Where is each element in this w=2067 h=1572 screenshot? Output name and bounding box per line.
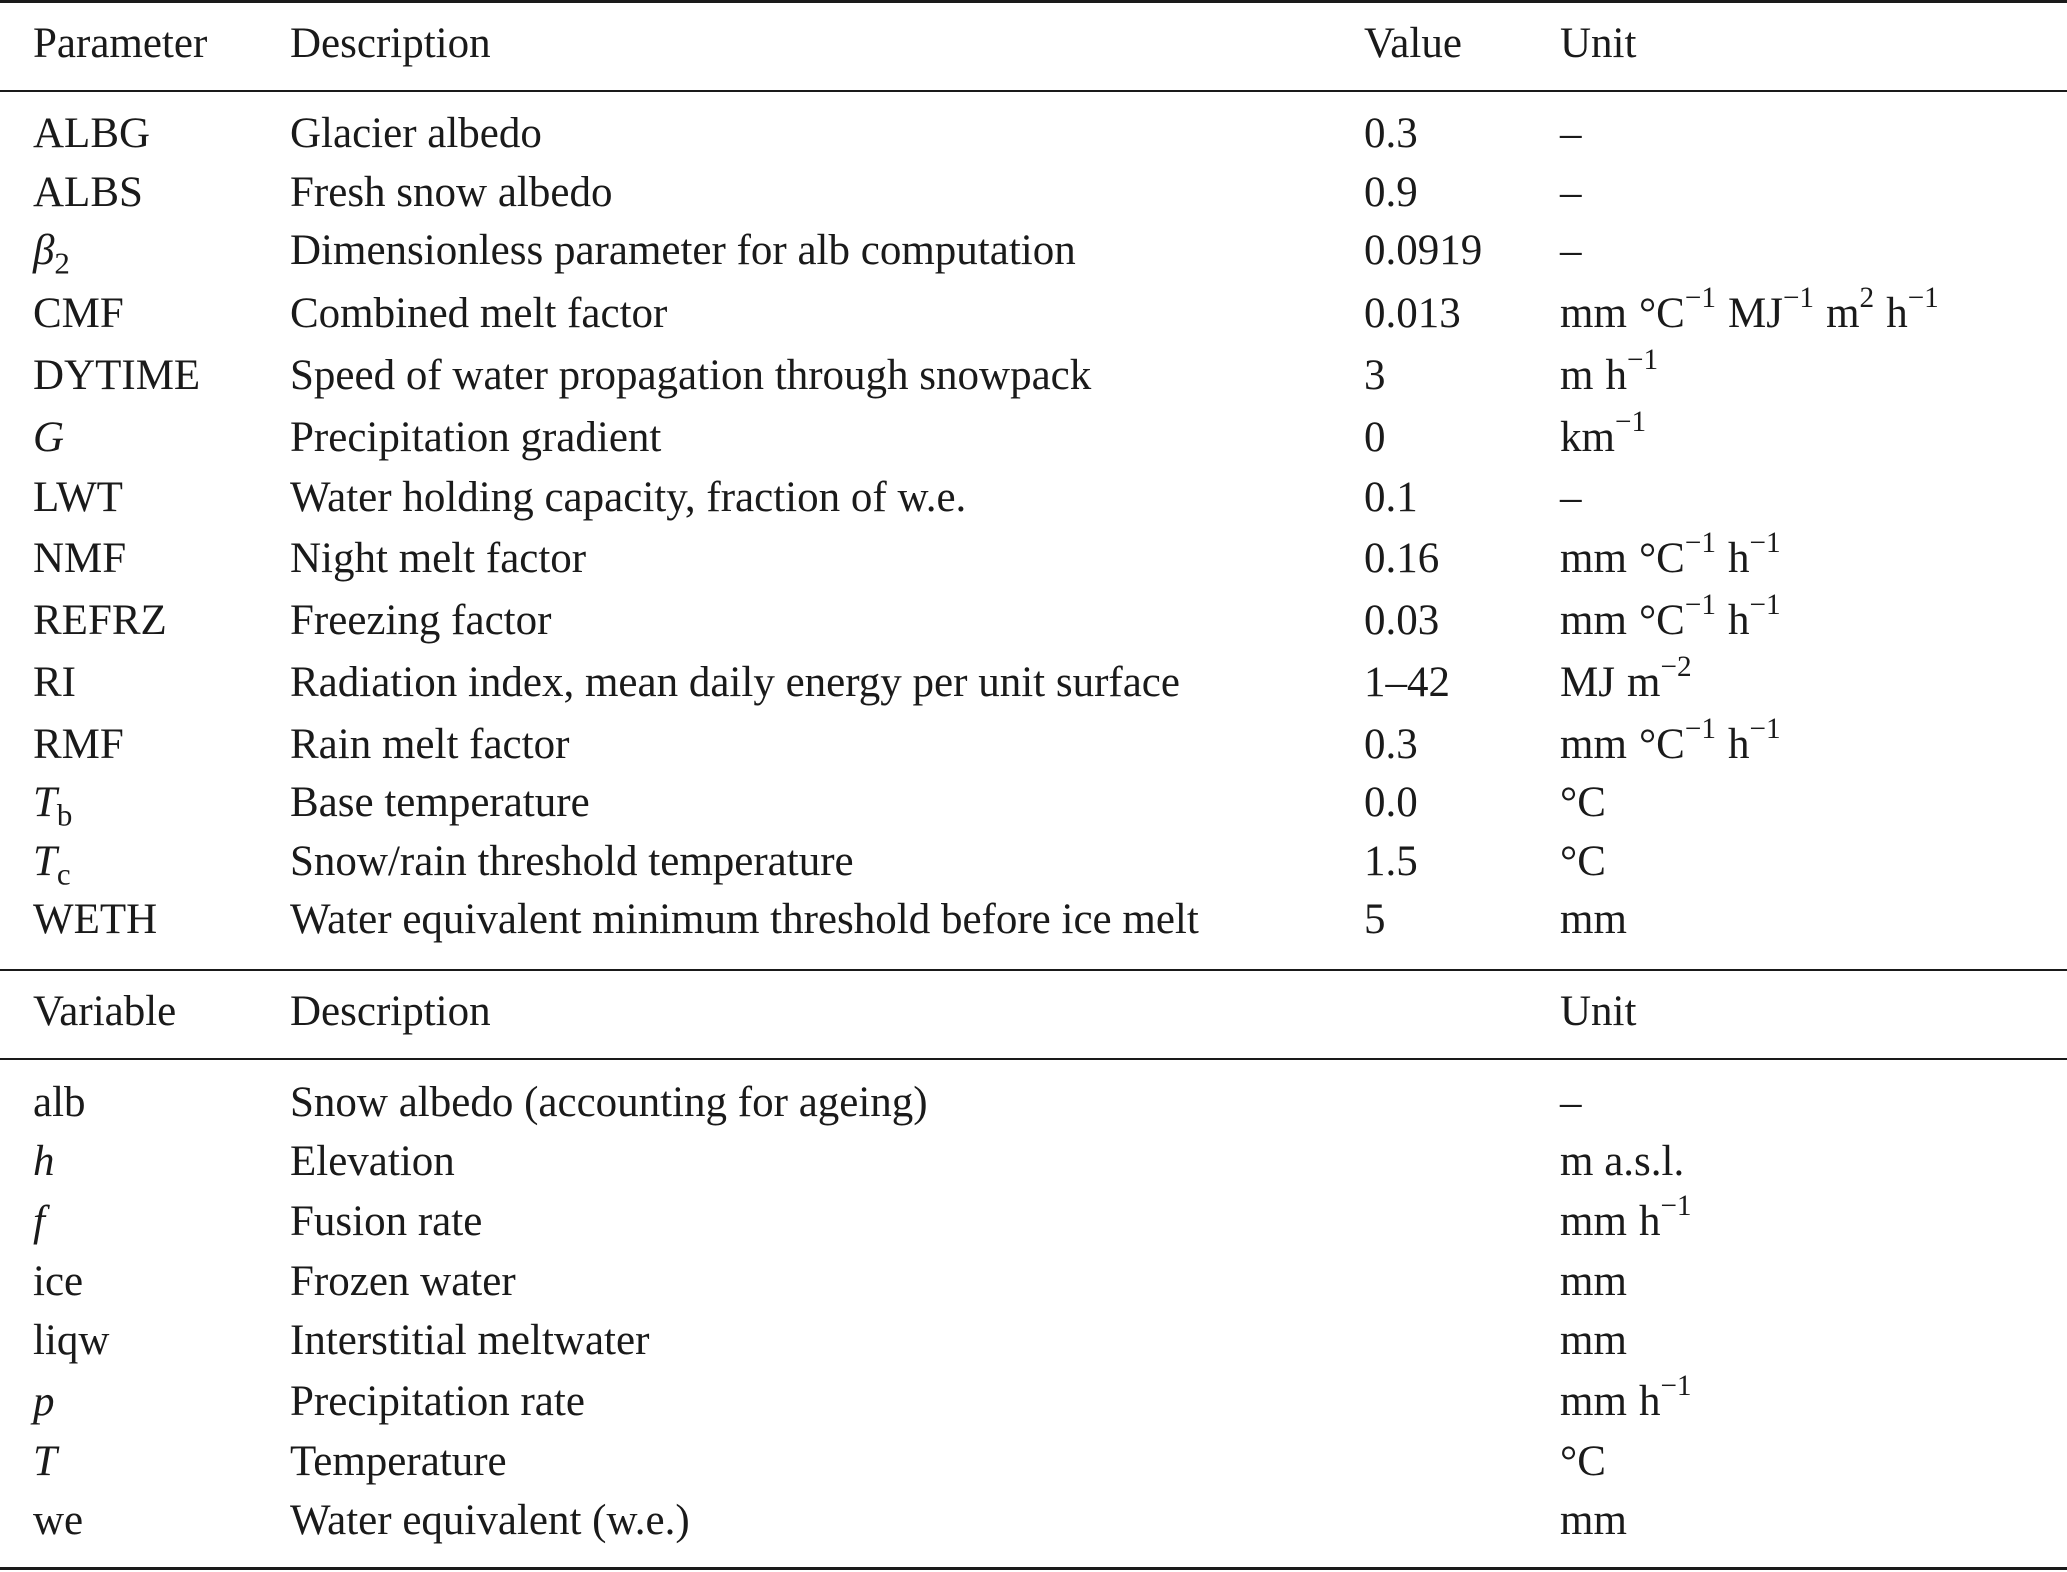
param-description: Freezing factor <box>290 597 552 644</box>
param-value: 0.16 <box>1364 535 1440 582</box>
param-value: 0.0919 <box>1364 227 1483 274</box>
header-unit: Unit <box>1560 988 1637 1035</box>
param-unit: mm <box>1560 896 1627 943</box>
var-symbol: we <box>33 1497 84 1544</box>
var-symbol: h <box>33 1138 55 1185</box>
param-unit: MJ $m^{-2}$ <box>1560 651 1692 706</box>
param-symbol: CMF <box>33 290 124 337</box>
param-description: Precipitation gradient <box>290 414 662 461</box>
param-description: Dimensionless parameter for alb computation <box>290 227 1076 274</box>
param-symbol: ALBS <box>33 169 143 216</box>
param-symbol: NMF <box>33 535 127 582</box>
param-value: 1.5 <box>1364 838 1418 885</box>
var-description: Precipitation rate <box>290 1378 585 1425</box>
param-value: 1–42 <box>1364 659 1450 706</box>
var-description: Frozen water <box>290 1258 516 1305</box>
param-description: Water equivalent minimum threshold before ice melt <box>290 896 1199 943</box>
header-value: Value <box>1364 20 1462 67</box>
header-description: Description <box>290 20 491 67</box>
symbol-subscript: 2 <box>54 245 70 281</box>
var-symbol: p <box>33 1378 55 1425</box>
param-unit: °C <box>1560 779 1606 826</box>
param-unit: mm $^\circ C^{-1}$ $h^{-1}$ <box>1560 527 1781 582</box>
param-description: Radiation index, mean daily energy per unit surface <box>290 659 1180 706</box>
param-symbol: G <box>33 414 65 461</box>
param-value: 0.9 <box>1364 169 1418 216</box>
bottom-rule <box>0 1567 2067 1570</box>
var-unit: mm <box>1560 1317 1627 1364</box>
param-description: Water holding capacity, fraction of w.e. <box>290 474 967 521</box>
var-unit: mm $h^{-1}$ <box>1560 1370 1692 1425</box>
param-value: 0.3 <box>1364 721 1418 768</box>
var-description: Interstitial meltwater <box>290 1317 650 1364</box>
symbol-main: T <box>33 779 57 826</box>
var-description: Temperature <box>290 1438 507 1485</box>
param-value: 0.03 <box>1364 597 1440 644</box>
header-parameter: Parameter <box>33 20 208 67</box>
param-symbol: DYTIME <box>33 352 201 399</box>
param-symbol: ALBG <box>33 110 151 157</box>
param-value: 0.013 <box>1364 290 1461 337</box>
header-unit: Unit <box>1560 20 1637 67</box>
var-symbol: ice <box>33 1258 84 1305</box>
var-unit: m a.s.l. <box>1560 1138 1685 1185</box>
var-description: Fusion rate <box>290 1198 483 1245</box>
header-description: Description <box>290 988 491 1035</box>
param-description: Night melt factor <box>290 535 587 582</box>
param-value: 0.0 <box>1364 779 1418 826</box>
param-unit: – <box>1560 474 1582 521</box>
param-value: 0.1 <box>1364 474 1418 521</box>
param-unit: $km^{-1}$ <box>1560 406 1647 461</box>
var-symbol: T <box>33 1438 57 1485</box>
param-unit: – <box>1560 110 1582 157</box>
var-unit: – <box>1560 1079 1582 1126</box>
var-symbol: alb <box>33 1079 86 1126</box>
var-symbol: liqw <box>33 1317 110 1364</box>
var-unit: mm <box>1560 1258 1627 1305</box>
header-variable: Variable <box>33 988 177 1035</box>
param-value: 0.3 <box>1364 110 1418 157</box>
symbol-main: T <box>33 838 57 885</box>
param-symbol: RI <box>33 659 76 706</box>
param-symbol: REFRZ <box>33 597 167 644</box>
param-symbol: RMF <box>33 721 124 768</box>
param-unit: – <box>1560 227 1582 274</box>
param-unit: mm $^\circ C^{-1}$ $h^{-1}$ <box>1560 713 1781 768</box>
param-unit: – <box>1560 169 1582 216</box>
param-description: Combined melt factor <box>290 290 668 337</box>
param-description: Rain melt factor <box>290 721 570 768</box>
param-description: Speed of water propagation through snowpack <box>290 352 1092 399</box>
symbol-subscript: b <box>56 797 73 833</box>
param-value: 3 <box>1364 352 1386 399</box>
param-unit: °C <box>1560 838 1606 885</box>
param-symbol: LWT <box>33 474 123 521</box>
param-description: Glacier albedo <box>290 110 542 157</box>
param-value: 5 <box>1364 896 1386 943</box>
var-description: Water equivalent (w.e.) <box>290 1497 690 1544</box>
symbol-main: β <box>33 227 55 274</box>
var-symbol: f <box>33 1198 45 1245</box>
symbol-subscript: c <box>56 856 71 892</box>
param-unit: m $h^{-1}$ <box>1560 344 1659 399</box>
param-unit: mm $^\circ C^{-1}$ $h^{-1}$ <box>1560 589 1781 644</box>
var-description: Elevation <box>290 1138 455 1185</box>
var-unit: mm <box>1560 1497 1627 1544</box>
param-unit: mm $^\circ C^{-1}$ $MJ^{-1}$ $m^2$ $h^{-1}$ <box>1560 282 1939 337</box>
param-description: Snow/rain threshold temperature <box>290 838 854 885</box>
var-unit: °C <box>1560 1438 1606 1485</box>
param-symbol: WETH <box>33 896 158 943</box>
var-unit: mm $h^{-1}$ <box>1560 1190 1692 1245</box>
var-description: Snow albedo (accounting for ageing) <box>290 1079 928 1126</box>
param-value: 0 <box>1364 414 1386 461</box>
param-description: Fresh snow albedo <box>290 169 613 216</box>
param-description: Base temperature <box>290 779 590 826</box>
